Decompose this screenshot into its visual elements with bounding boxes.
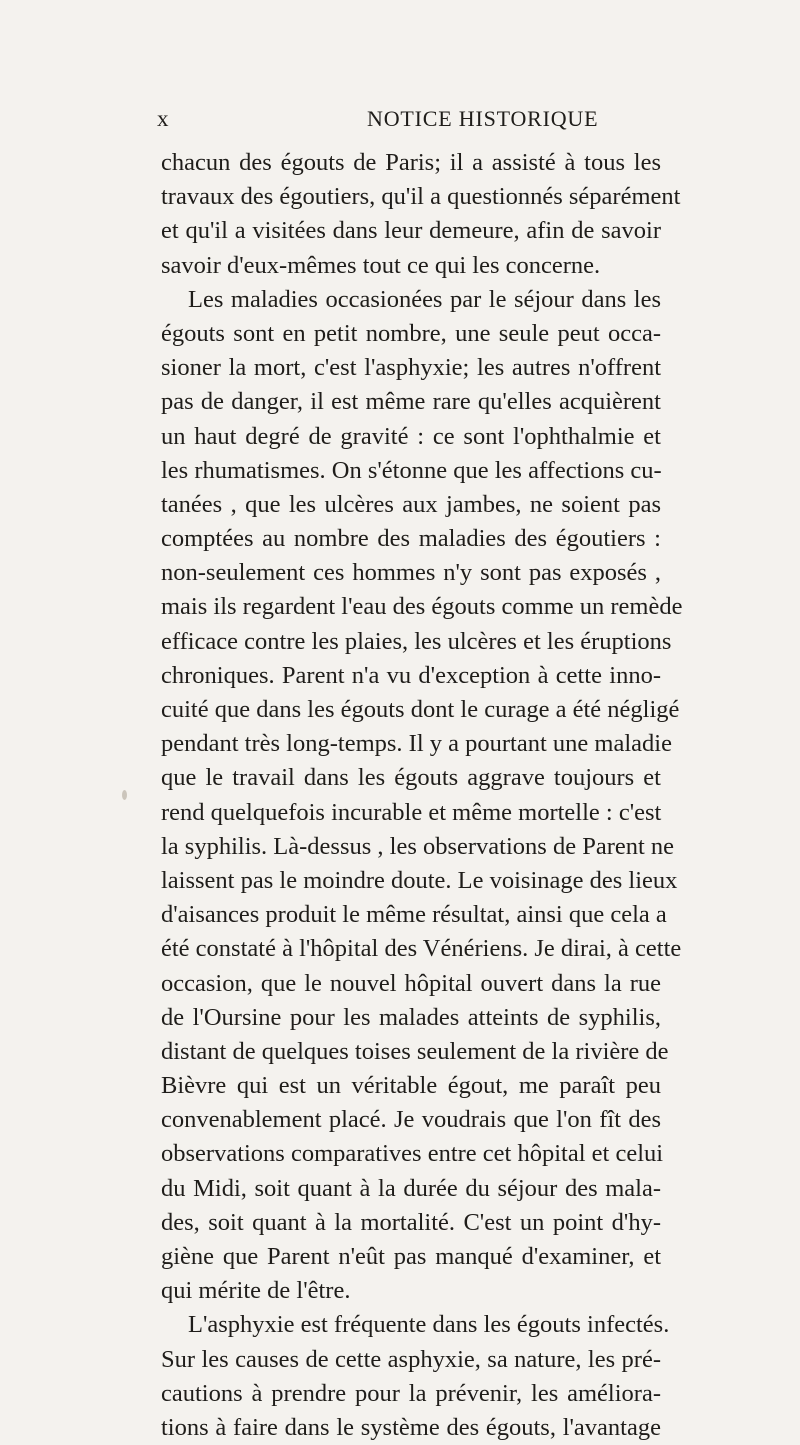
text-line: tions à faire dans le système des égouts, l'avantage [161,1413,661,1441]
page-number: x [157,106,170,131]
text-line: efficace contre les plaies, les ulcères et les éruptions [161,627,672,655]
text-line: chacun des égouts de Paris; il a assisté à tous les [161,149,661,176]
text-line: occasion, que le nouvel hôpital ouvert dans la rue [161,969,661,997]
text-line: travaux des égoutiers, qu'il a questionnés séparément [161,183,681,211]
body-text [161,146,683,1445]
text-line: d'aisances produit le même résultat, ainsi que cela a [161,901,667,929]
text-line: du Midi, soit quant à la durée du séjour des mala- [161,1174,661,1202]
text-line: rend quelquefois incurable et même mortelle : c'est [161,798,662,826]
text-line: sioner la mort, c'est l'asphyxie; les autres n'offrent [161,354,661,382]
text-line: observations comparatives entre cet hôpital et celui [161,1140,664,1168]
text-line: convenablement placé. Je voudrais que l'on fît des [161,1106,661,1134]
running-title: NOTICE HISTORIQUE [367,106,599,131]
text-line: Sur les causes de cette asphyxie, sa nature, les pré- [161,1345,661,1373]
text-line: les rhumatismes. On s'étonne que les affections cu- [161,456,662,484]
text-line: tanées , que les ulcères aux jambes, ne soient pas [161,490,661,518]
text-line: un haut degré de gravité : ce sont l'ophthalmie et [161,422,661,450]
text-line: Les maladies occasionées par le séjour dans les [188,285,661,313]
text-line: et qu'il a visitées dans leur demeure, afin de savoir [161,217,661,245]
paper-speck [122,790,127,800]
text-line: la syphilis. Là-dessus , les observations de Parent ne [161,832,675,860]
text-line: que le travail dans les égouts aggrave toujours et [161,764,661,792]
text-line: cautions à prendre pour la prévenir, les améliora- [161,1379,661,1407]
text-line: comptées au nombre des maladies des égoutiers : [161,525,661,553]
text-line: des, soit quant à la mortalité. C'est un point d'hy- [161,1208,661,1236]
text-line: de l'Oursine pour les malades atteints de syphilis, [161,1003,661,1031]
text-line: savoir d'eux-mêmes tout ce qui les concerne. [161,251,601,279]
text-line: pendant très long-temps. Il y a pourtant une maladie [161,730,672,758]
text-line: distant de quelques toises seulement de la rivière de [161,1037,669,1065]
text-line: cuité que dans les égouts dont le curage a été négligé [161,696,680,723]
text-line: L'asphyxie est fréquente dans les égouts infectés. [188,1311,670,1339]
text-line: non-seulement ces hommes n'y sont pas exposés , [161,559,661,587]
text-line: Bièvre qui est un véritable égout, me paraît peu [161,1072,661,1100]
text-line: qui mérite de l'être. [161,1277,351,1305]
page-header [157,106,657,136]
text-line: laissent pas le moindre doute. Le voisinage des lieux [161,866,678,894]
text-line: chroniques. Parent n'a vu d'exception à cette inno- [161,661,661,689]
text-line: été constaté à l'hôpital des Vénériens. Je dirai, à cette [161,935,682,963]
text-line: mais ils regardent l'eau des égouts comme un remède [161,593,683,621]
text-line: égouts sont en petit nombre, une seule peut occa- [161,319,661,347]
text-line: giène que Parent n'eût pas manqué d'examiner, et [161,1243,661,1270]
text-line: pas de danger, il est même rare qu'elles acquièrent [161,388,661,416]
